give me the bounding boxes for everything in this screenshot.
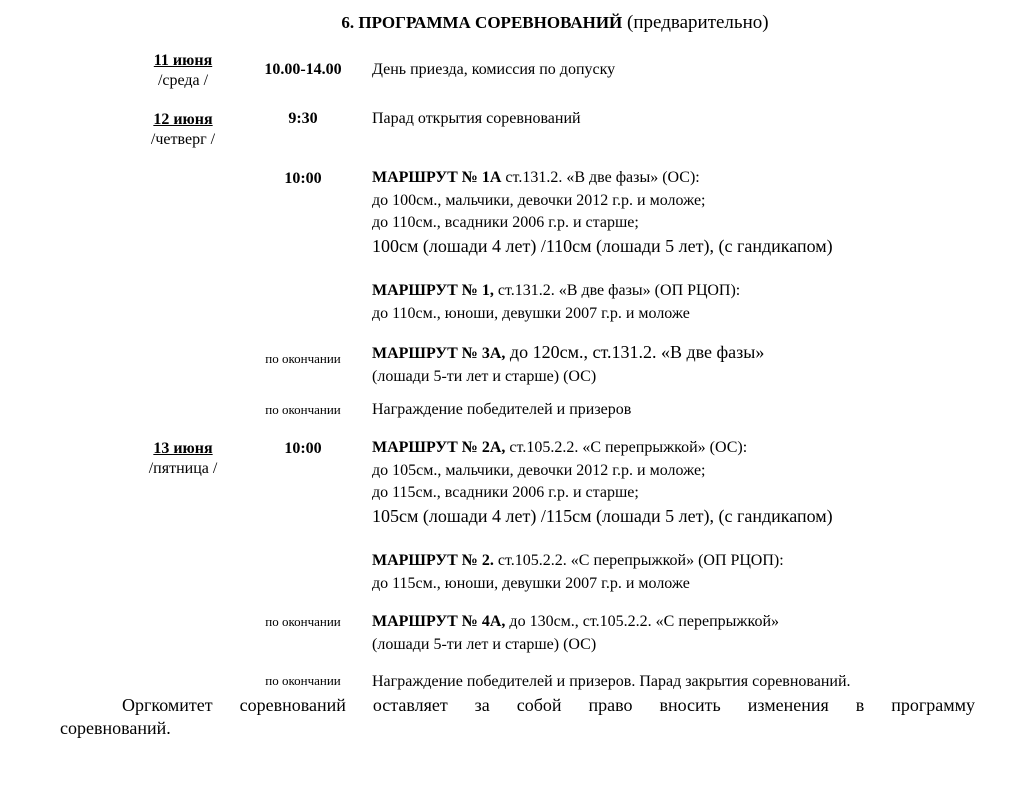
route-line: до 115см., юноши, девушки 2007 г.р. и моложе — [372, 574, 690, 592]
route-block — [372, 341, 764, 388]
note-line-1: Оргкомитет соревнований оставляет за собой право вносить изменения в программу — [122, 695, 975, 715]
route-line: до 110см., всадники 2006 г.р. и старше; — [372, 214, 639, 231]
route-block — [372, 550, 784, 595]
day-date: 12 июня — [153, 111, 213, 128]
day-date: 11 июня — [153, 52, 213, 69]
route-head: ст.131.2. «В две фазы» (ОС): — [501, 169, 700, 186]
day-date: 13 июня — [153, 440, 213, 457]
row-time: 10.00-14.00 — [264, 61, 342, 78]
route-name: МАРШРУТ № 1, — [372, 282, 494, 299]
route-head: до 120см., ст.131.2. «В две фазы» — [505, 342, 765, 362]
row-when: по окончании — [265, 614, 341, 629]
row-event: Награждение победителей и призеров — [372, 401, 632, 418]
route-name: МАРШРУТ № 2. — [372, 552, 494, 569]
route-line: до 115см., всадники 2006 г.р. и старше; — [372, 484, 639, 501]
route-block — [372, 167, 833, 257]
row-event: День приезда, комиссия по допуску — [372, 61, 616, 78]
route-name: МАРШРУТ № 1А — [372, 169, 502, 186]
route-head: ст.105.2.2. «С перепрыжкой» (ОС): — [505, 439, 748, 456]
route-line: до 105см., мальчики, девочки 2012 г.р. и моложе; — [372, 461, 706, 479]
row-when: по окончании — [265, 351, 341, 366]
row-event: Награждение победителей и призеров. Парад закрытия соревнований. — [372, 673, 851, 690]
route-line: до 110см., юноши, девушки 2007 г.р. и моложе — [372, 304, 690, 322]
route-horses: 105см (лошади 4 лет) /115см (лошади 5 лет), (с гандикапом) — [372, 505, 833, 526]
note-line-2: соревнований. — [60, 718, 171, 738]
route-line: (лошади 5-ти лет и старше) (ОС) — [372, 367, 597, 385]
route-block — [372, 437, 833, 527]
route-block — [372, 611, 779, 656]
section-title — [0, 12, 1024, 34]
row-time: 10:00 — [284, 170, 322, 187]
route-name: МАРШРУТ № 2А, — [372, 439, 506, 456]
route-head: до 130см., ст.105.2.2. «С перепрыжкой» — [505, 613, 780, 630]
route-head: ст.131.2. «В две фазы» (ОП РЦОП): — [493, 282, 741, 299]
route-block — [372, 280, 740, 325]
route-name: МАРШРУТ № 3А, — [372, 345, 506, 362]
organizer-note — [60, 694, 975, 740]
route-head: ст.105.2.2. «С перепрыжкой» (ОП РЦОП): — [493, 552, 784, 569]
route-name: МАРШРУТ № 4А, — [372, 613, 506, 630]
row-when: по окончании — [265, 402, 341, 417]
row-event: Парад открытия соревнований — [372, 110, 581, 127]
row-when: по окончании — [265, 673, 341, 688]
day-weekday: /пятница / — [148, 460, 218, 477]
row-time: 9:30 — [288, 110, 318, 127]
route-horses: 100см (лошади 4 лет) /110см (лошади 5 лет), (с гандикапом) — [372, 235, 833, 256]
day-weekday: /четверг / — [150, 131, 216, 148]
row-time: 10:00 — [284, 440, 322, 457]
route-line: до 100см., мальчики, девочки 2012 г.р. и моложе; — [372, 191, 706, 209]
title-bold: 6. ПРОГРАММА СОРЕВНОВАНИЙ — [341, 13, 623, 32]
route-line: (лошади 5-ти лет и старше) (ОС) — [372, 635, 597, 653]
day-weekday: /среда / — [157, 72, 209, 89]
title-note: (предварительно) — [627, 12, 769, 33]
